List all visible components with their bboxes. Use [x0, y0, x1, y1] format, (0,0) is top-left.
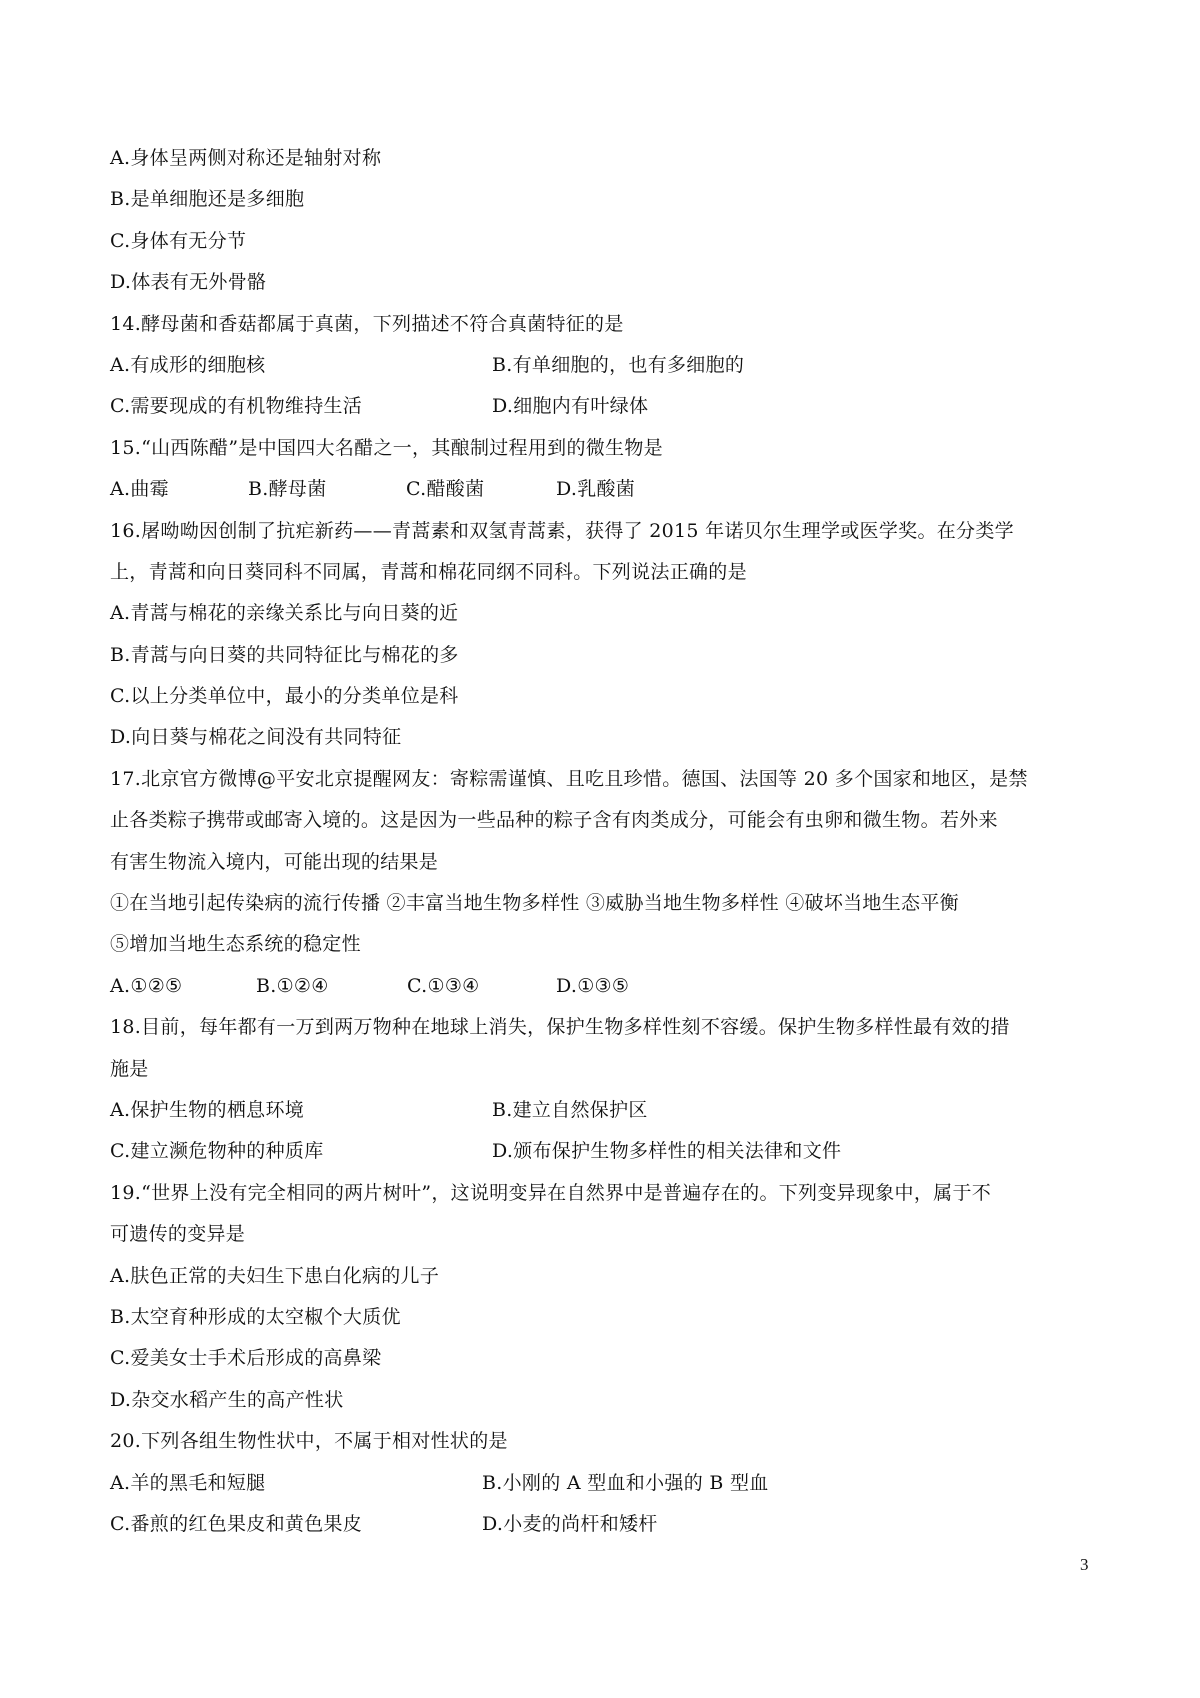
question-18-options-row1	[110, 1090, 1100, 1131]
option-a: A.肤色正常的夫妇生下患白化病的儿子	[110, 1264, 440, 1287]
question-19: 19.“世界上没有完全相同的两片树叶”，这说明变异在自然界中是普遍存在的。下列变异现象中，属于不	[110, 1181, 992, 1204]
option-b: B.①②④	[256, 974, 329, 997]
option-a: A.曲霉	[110, 478, 169, 501]
option-c: C.爱美女士手术后形成的高鼻梁	[110, 1347, 382, 1370]
question-17-cont: 有害生物流入境内，可能出现的结果是	[110, 850, 439, 873]
option-c: C.建立濒危物种的种质库	[110, 1140, 324, 1163]
option-b: B.太空育种形成的太空椒个大质优	[110, 1305, 401, 1328]
option-a: A.保护生物的栖息环境	[110, 1098, 305, 1121]
question-20-options-row1	[110, 1463, 1100, 1504]
option-d: D.①③⑤	[556, 974, 630, 997]
question-16: 16.屠呦呦因创制了抗疟新药——青蒿素和双氢青蒿素，获得了 2015 年诺贝尔生理学或医学奖。在分类学	[110, 519, 1014, 542]
option-b: B.青蒿与向日葵的共同特征比与棉花的多	[110, 643, 459, 666]
option-d: D.杂交水稻产生的高产性状	[110, 1388, 344, 1411]
question-14: 14.酵母菌和香菇都属于真菌，下列描述不符合真菌特征的是	[110, 312, 624, 335]
page-number: 3	[1080, 1555, 1089, 1574]
option-b: B.有单细胞的，也有多细胞的	[492, 353, 745, 376]
option-line: A.身体呈两侧对称还是轴射对称	[110, 147, 382, 169]
option-d: D.小麦的尚杆和矮杆	[482, 1512, 658, 1535]
question-14-options-row1	[110, 345, 1100, 386]
question-17-items: ①在当地引起传染病的流行传播 ②丰富当地生物多样性 ③威胁当地生物多样性 ④破坏当地生态平衡	[110, 892, 959, 915]
question-17: 17.北京官方微博@平安北京提醒网友：寄粽需谨慎、且吃且珍惜。德国、法国等 20 多个国家和地区，是禁	[110, 767, 1028, 790]
option-c: C.醋酸菌	[406, 478, 485, 501]
option-line: D.体表有无外骨骼	[110, 271, 267, 294]
option-c: C.以上分类单位中，最小的分类单位是科	[110, 685, 459, 708]
option-line: C.身体有无分节	[110, 229, 247, 252]
question-14-options-row2	[110, 386, 1100, 427]
question-17-cont: 止各类粽子携带或邮寄入境的。这是因为一些品种的粽子含有肉类成分，可能会有虫卵和微生物。若外来	[110, 809, 998, 832]
question-18-options-row2	[110, 1131, 1100, 1172]
question-17-items: ⑤增加当地生态系统的稳定性	[110, 933, 361, 956]
option-a: A.羊的黑毛和短腿	[110, 1471, 266, 1494]
question-15-options	[110, 469, 1100, 510]
document-body	[110, 138, 1100, 1545]
option-d: D.颁布保护生物多样性的相关法律和文件	[492, 1140, 842, 1163]
question-20-options-row2	[110, 1504, 1100, 1545]
option-b: B.酵母菌	[248, 478, 327, 501]
option-c: C.①③④	[407, 974, 480, 997]
question-16-cont: 上，青蒿和向日葵同科不同属，青蒿和棉花同纲不同科。下列说法正确的是	[110, 560, 747, 583]
option-b: B.建立自然保护区	[492, 1098, 648, 1121]
question-17-options	[110, 966, 1100, 1007]
option-a: A.①②⑤	[110, 974, 183, 997]
question-15: 15.“山西陈醋”是中国四大名醋之一，其酿制过程用到的微生物是	[110, 436, 663, 459]
option-a: A.有成形的细胞核	[110, 353, 266, 376]
option-line: B.是单细胞还是多细胞	[110, 188, 305, 211]
option-d: D.乳酸菌	[556, 478, 636, 501]
option-d: D.细胞内有叶绿体	[492, 395, 649, 418]
option-d: D.向日葵与棉花之间没有共同特征	[110, 726, 402, 749]
question-18-cont: 施是	[110, 1057, 149, 1080]
option-c: C.需要现成的有机物维持生活	[110, 395, 363, 418]
question-20: 20.下列各组生物性状中，不属于相对性状的是	[110, 1430, 508, 1453]
question-18: 18.目前，每年都有一万到两万物种在地球上消失，保护生物多样性刻不容缓。保护生物多样性最有效的措	[110, 1016, 1010, 1039]
question-19-cont: 可遗传的变异是	[110, 1223, 246, 1246]
option-b: B.小刚的 A 型血和小强的 B 型血	[482, 1471, 769, 1494]
option-a: A.青蒿与棉花的亲缘关系比与向日葵的近	[110, 602, 459, 625]
option-c: C.番煎的红色果皮和黄色果皮	[110, 1512, 363, 1535]
